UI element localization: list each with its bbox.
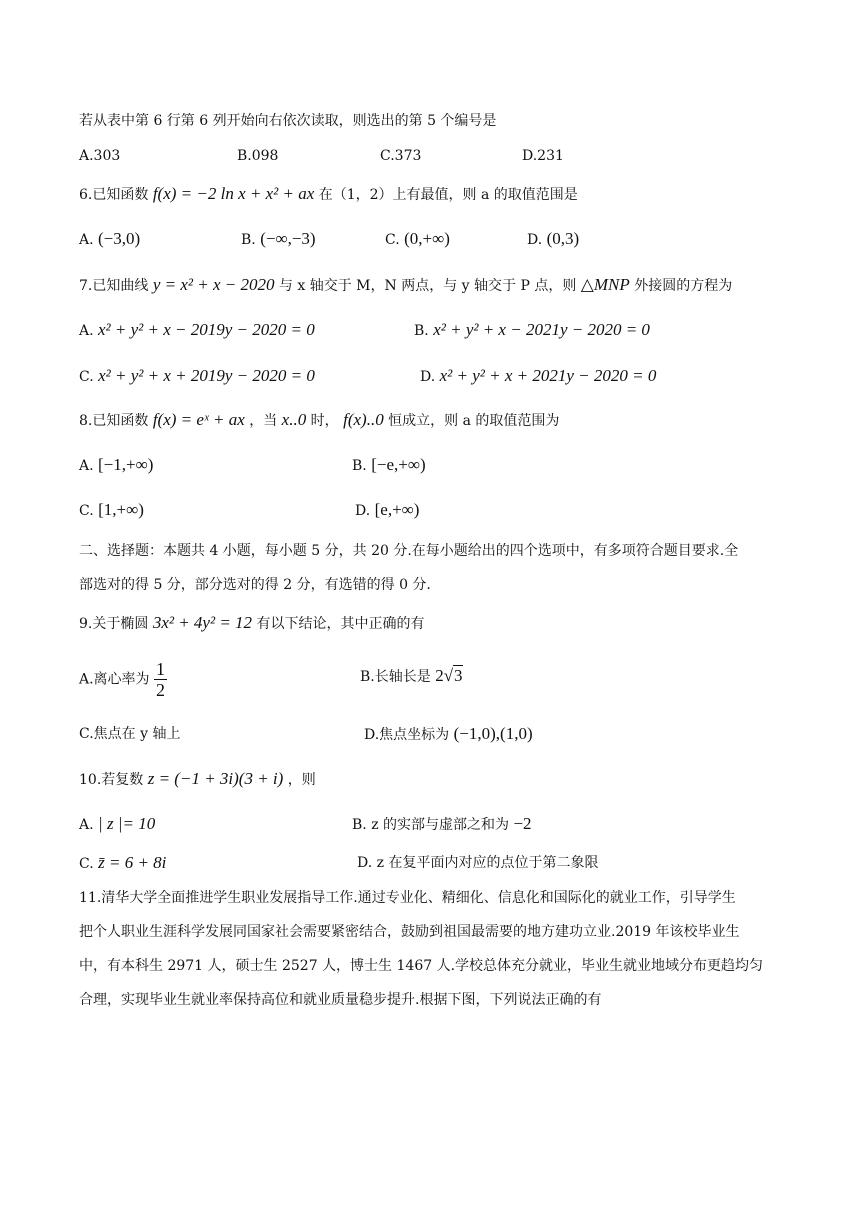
question-7-middle: 与 x 轴交于 M，N 两点，与 y 轴交于 P 点，则: [278, 278, 577, 294]
question-8-text: 时，: [310, 413, 339, 429]
question-8-function: f(x) = eˣ + ax: [152, 410, 245, 429]
option-d: [364, 724, 533, 745]
option-label: C.: [385, 232, 400, 248]
option-label: D.: [420, 369, 436, 385]
option-value: [1,+∞): [98, 500, 144, 519]
option-c: [385, 229, 450, 250]
question-6-suffix: 在（1，2）上有最值，则 a 的取值范围是: [318, 187, 578, 203]
option-b: [414, 320, 650, 341]
option-label: A.: [79, 232, 94, 248]
question-9-ellipse: 3x² + 4y² = 12: [152, 613, 253, 632]
option-text: B.长轴长是: [360, 669, 431, 685]
option-b: B.098: [237, 148, 279, 164]
option-c: C.焦点在 y 轴上: [79, 726, 181, 742]
option-value: (0,+∞): [404, 229, 450, 248]
question-6: [79, 184, 578, 205]
option-d: [355, 500, 419, 521]
option-d: [527, 229, 579, 250]
fraction-denominator: 2: [156, 680, 166, 700]
option-value: (−∞,−3): [260, 229, 316, 248]
question-9-prefix: 9.关于椭圆: [79, 616, 149, 632]
option-text: D.焦点坐标为: [364, 727, 450, 743]
option-value: [e,+∞): [374, 500, 420, 519]
question-7: [79, 275, 732, 296]
question-8-condition: f(x)..0: [343, 410, 384, 429]
question-10-prefix: 10.若复数: [79, 772, 144, 788]
question-11: 把个人职业生涯科学发展同国家社会需要紧密结合，鼓励到祖国最需要的地方建功立业.2019 年该校毕业生: [79, 924, 740, 940]
option-value: z̄ = 6 + 8i: [98, 853, 167, 872]
option-label: B.: [352, 458, 367, 474]
question-7-prefix: 7.已知曲线: [79, 278, 149, 294]
question-8-text: ，当: [249, 413, 278, 429]
option-a: [79, 229, 140, 250]
option-value: −2: [513, 814, 532, 833]
option-value: 2: [435, 666, 444, 685]
option-c: [79, 853, 166, 874]
option-b: [360, 666, 463, 687]
option-label: D.: [355, 503, 371, 519]
question-11: 中，有本科生 2971 人，硕士生 2527 人，博士生 1467 人.学校总体充分就业，毕业生就业地域分布更趋均匀: [79, 958, 764, 974]
option-label: C.: [79, 369, 94, 385]
section-heading: 部选对的得 5 分，部分选对的得 2 分，有选错的得 0 分.: [79, 577, 431, 593]
question-8-condition: x..0: [281, 410, 307, 429]
option-value: x² + y² + x + 2021y − 2020 = 0: [439, 366, 657, 385]
option-label: A.: [79, 458, 94, 474]
sqrt-icon: √: [443, 666, 454, 685]
question-8-prefix: 8.已知函数: [79, 413, 149, 429]
option-label: B.: [241, 232, 256, 248]
option-value: (−3,0): [98, 229, 141, 248]
question-6-function: f(x) = −2 ln x + x² + ax: [152, 184, 315, 203]
option-text: B. z 的实部与虚部之和为: [352, 817, 510, 833]
option-a: A.303: [79, 148, 121, 164]
question-8-suffix: 恒成立，则 a 的取值范围为: [388, 413, 560, 429]
question-6-prefix: 6.已知函数: [79, 187, 149, 203]
question-10-equation: z = (−1 + 3i)(3 + i): [147, 769, 284, 788]
question-11: 合理，实现毕业生就业率保持高位和就业质量稳步提升.根据下图，下列说法正确的有: [79, 992, 602, 1008]
option-a: [79, 320, 315, 341]
option-label: A.: [79, 817, 94, 833]
option-c: [79, 366, 315, 387]
option-c: [79, 500, 144, 521]
question-9-suffix: 有以下结论，其中正确的有: [256, 616, 425, 632]
fraction-numerator: 1: [156, 659, 166, 679]
question-7-triangle: △MNP: [580, 275, 630, 294]
question-text: 若从表中第 6 行第 6 列开始向右依次读取，则选出的第 5 个编号是: [79, 113, 497, 129]
section-heading: 二、选择题：本题共 4 小题，每小题 5 分，共 20 分.在每小题给出的四个选项中，有多项符合题目要求.全: [79, 543, 739, 559]
option-value: x² + y² + x + 2019y − 2020 = 0: [98, 366, 315, 385]
option-d: D. z 在复平面内对应的点位于第二象限: [357, 855, 599, 871]
option-d: [420, 366, 656, 387]
option-c: C.373: [380, 148, 422, 164]
option-a: [79, 814, 155, 835]
option-a: [79, 455, 153, 476]
question-9: [79, 613, 425, 634]
option-b: [352, 814, 532, 835]
option-label: D.: [527, 232, 543, 248]
option-value: (−1,0),(1,0): [453, 724, 533, 743]
question-10-suffix: ，则: [287, 772, 316, 788]
question-8: [79, 410, 559, 431]
question-7-suffix: 外接圆的方程为: [634, 278, 733, 294]
option-label: B.: [414, 323, 429, 339]
option-value: x² + y² + x − 2021y − 2020 = 0: [433, 320, 650, 339]
option-value: (0,3): [546, 229, 580, 248]
option-label: C.: [79, 503, 94, 519]
option-label: C.: [79, 856, 94, 872]
option-value: [−1,+∞): [98, 455, 154, 474]
question-11: 11.清华大学全面推进学生职业发展指导工作.通过专业化、精细化、信息化和国际化的就业工作，引导学生: [79, 890, 736, 906]
fraction: [154, 659, 167, 700]
option-label: A.: [79, 323, 94, 339]
radicand: 3: [454, 666, 463, 685]
option-b: [241, 229, 316, 250]
option-a: [79, 659, 167, 700]
option-value: x² + y² + x − 2019y − 2020 = 0: [98, 320, 315, 339]
question-7-curve: y = x² + x − 2020: [152, 275, 275, 294]
option-text: A.离心率为: [79, 671, 150, 688]
question-10: [79, 769, 316, 790]
option-value: | z |= 10: [98, 814, 156, 833]
option-value: [−e,+∞): [371, 455, 426, 474]
option-d: D.231: [522, 148, 564, 164]
option-b: [352, 455, 426, 476]
